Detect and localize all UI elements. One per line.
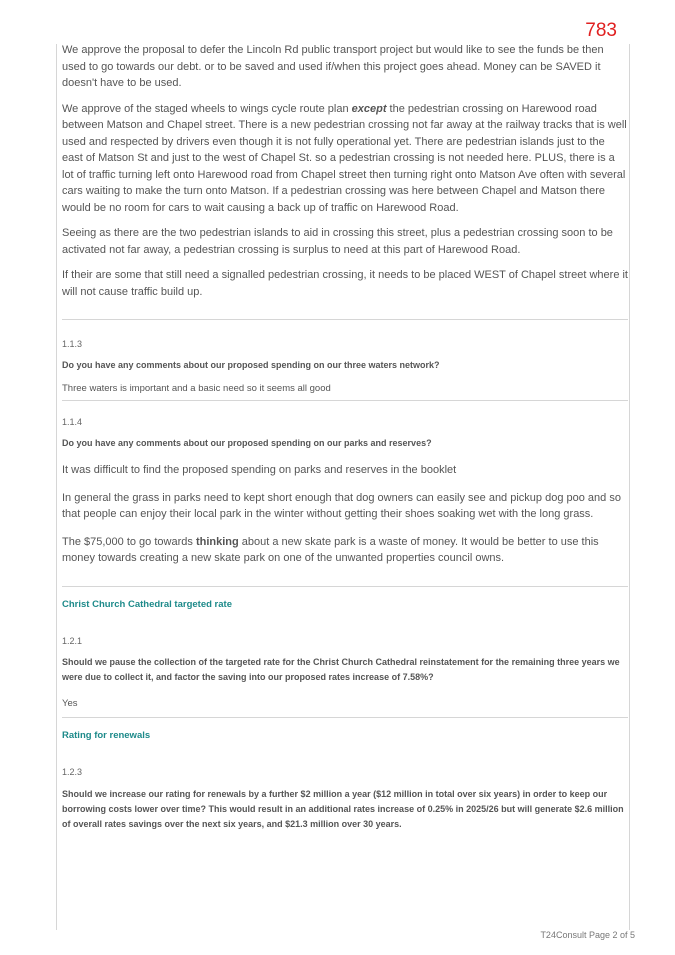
answer-1-1-4-p1: It was difficult to find the proposed spending on parks and reserves in the booklet bbox=[62, 464, 457, 476]
answer-1-1-4-p3-rest: about a new skate park is a waste of money. It would be better to use this money towards creating a new skate park on one of the unwanted properties council owns. bbox=[62, 535, 599, 564]
cycle-text-emphasis: except bbox=[351, 102, 387, 115]
question-number-1-2-1: 1.2.1 bbox=[62, 635, 83, 646]
question-number-1-2-3: 1.2.3 bbox=[62, 766, 83, 777]
divider bbox=[62, 717, 628, 718]
answer-1-1-4-p3-bold: thinking bbox=[195, 535, 239, 548]
divider bbox=[62, 586, 628, 587]
divider bbox=[62, 319, 628, 320]
document-content bbox=[62, 38, 628, 832]
section-title-cathedral: Christ Church Cathedral targeted rate bbox=[62, 598, 232, 610]
question-text-1-1-3: Do you have any comments about our proposed spending on our three waters network? bbox=[62, 360, 440, 370]
question-text-1-2-3: Should we increase our rating for renewals by a further $2 million a year ($12 million in total over six years) in order to keep our borrowing costs lower over time? This would result in an additional rates increase of 0.25% in 2025/26 but will generate $2.6 million of overall rates savings over the next six years, and $21.3 million over 30 years. bbox=[62, 788, 624, 829]
answer-1-1-3: Three waters is important and a basic need so it seems all good bbox=[62, 383, 331, 394]
divider bbox=[62, 400, 628, 401]
question-number-1-1-3: 1.1.3 bbox=[62, 339, 83, 349]
answer-1-1-4-p3-start: The $75,000 to go towards bbox=[62, 535, 196, 548]
page-number: 783 bbox=[585, 20, 617, 41]
cycle-text-rest: the pedestrian crossing on Harewood road between Matson and Chapel street. There is a new pedestrian crossing not far away at the railway tracks that is well used and respected by drivers even though it is not fully operational yet. There are pedestrian islands just to the east of Matson St and just to the west of Chapel St. so a pedestrian crossing is not needed here. PLUS, there is a lot of traffic turning left onto Harewood road from Chapel street then turning right onto Matson Ave often with several cars waiting to make the turn onto Matson. If a pedestrian crossing was here between Chapel and Matson there would be no room for cars to wait causing a back up of traffic on Harewood Road. bbox=[62, 102, 627, 214]
answer-1-1-4-p3 bbox=[62, 534, 628, 567]
question-number-1-1-4: 1.1.4 bbox=[62, 417, 83, 427]
section-title-renewals: Rating for renewals bbox=[62, 729, 151, 741]
paragraph-pedestrian-islands: Seeing as there are the two pedestrian islands to aid in crossing this street, plus a pedestrian crossing soon to be activated not far away, a pedestrian crossing is surplus to need at this part of Harewood Road. bbox=[62, 227, 613, 256]
paragraph-cycle-route bbox=[62, 101, 628, 217]
answer-1-2-1: Yes bbox=[62, 697, 78, 709]
question-text-1-1-4: Do you have any comments about our proposed spending on our parks and reserves? bbox=[62, 438, 432, 448]
question-text-1-2-1: Should we pause the collection of the targeted rate for the Christ Church Cathedral reinstatement for the remaining three years we were due to collect it, and factor the saving into our proposed rates increase of 7.58%? bbox=[62, 656, 620, 682]
answer-1-1-4-p2: In general the grass in parks need to kept short enough that dog owners can easily see and pickup dog poo and so that people can enjoy their local park in the winter without getting their shoes soaking wet with the long grass. bbox=[62, 491, 621, 520]
paragraph-lincoln-rd: We approve the proposal to defer the Lincoln Rd public transport project but would like to see the funds be then used to go towards our debt. or to be saved and used if/when this project goes ahead. Money can be SAVED it doesn't have to be used. bbox=[62, 44, 604, 89]
paragraph-signalled-crossing: If their are some that still need a signalled pedestrian crossing, it needs to be placed WEST of Chapel street where it will not cause traffic build up. bbox=[62, 269, 628, 298]
footer-page-info: T24Consult Page 2 of 5 bbox=[540, 930, 635, 940]
cycle-text-start: We approve of the staged wheels to wings cycle route plan bbox=[62, 102, 352, 115]
